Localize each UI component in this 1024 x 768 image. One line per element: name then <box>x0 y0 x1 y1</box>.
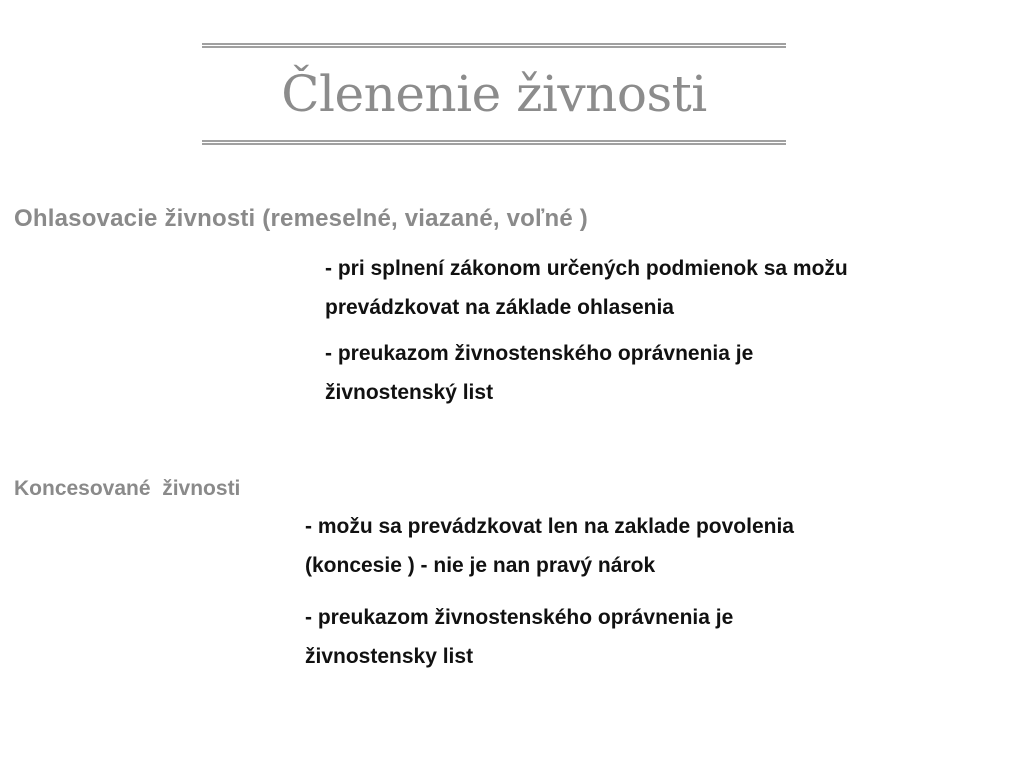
bullet-line: - preukazom živnostenského oprávnenia je <box>305 606 734 629</box>
bullet-point <box>305 598 1005 676</box>
bullet-point <box>325 249 1005 327</box>
bullet-line: - preukazom živnostenského oprávnenia je <box>325 342 754 365</box>
bullet-line: - pri splnení zákonom určených podmienok sa možu <box>325 257 848 280</box>
section-heading-text: Koncesované živnosti <box>14 477 241 500</box>
bullet-line: živnostenský list <box>325 381 494 404</box>
bullet-point <box>305 507 1005 585</box>
title-bottom-divider <box>202 140 786 145</box>
slide-title: Členenie živnosti <box>281 65 707 123</box>
section-heading-ohlasovacie: Ohlasovacie živnosti (remeselné, viazané, voľné ) <box>14 205 588 232</box>
title-top-divider <box>202 43 786 48</box>
bullet-point <box>325 334 1005 412</box>
bullet-line: prevádzkovat na základe ohlasenia <box>325 296 674 319</box>
bullet-line: (koncesie ) - nie je nan pravý nárok <box>305 554 656 577</box>
bullet-line: živnostensky list <box>305 645 474 668</box>
section-heading-koncesovane <box>14 474 240 504</box>
bullet-line: - možu sa prevádzkovat len na zaklade povolenia <box>305 515 794 538</box>
